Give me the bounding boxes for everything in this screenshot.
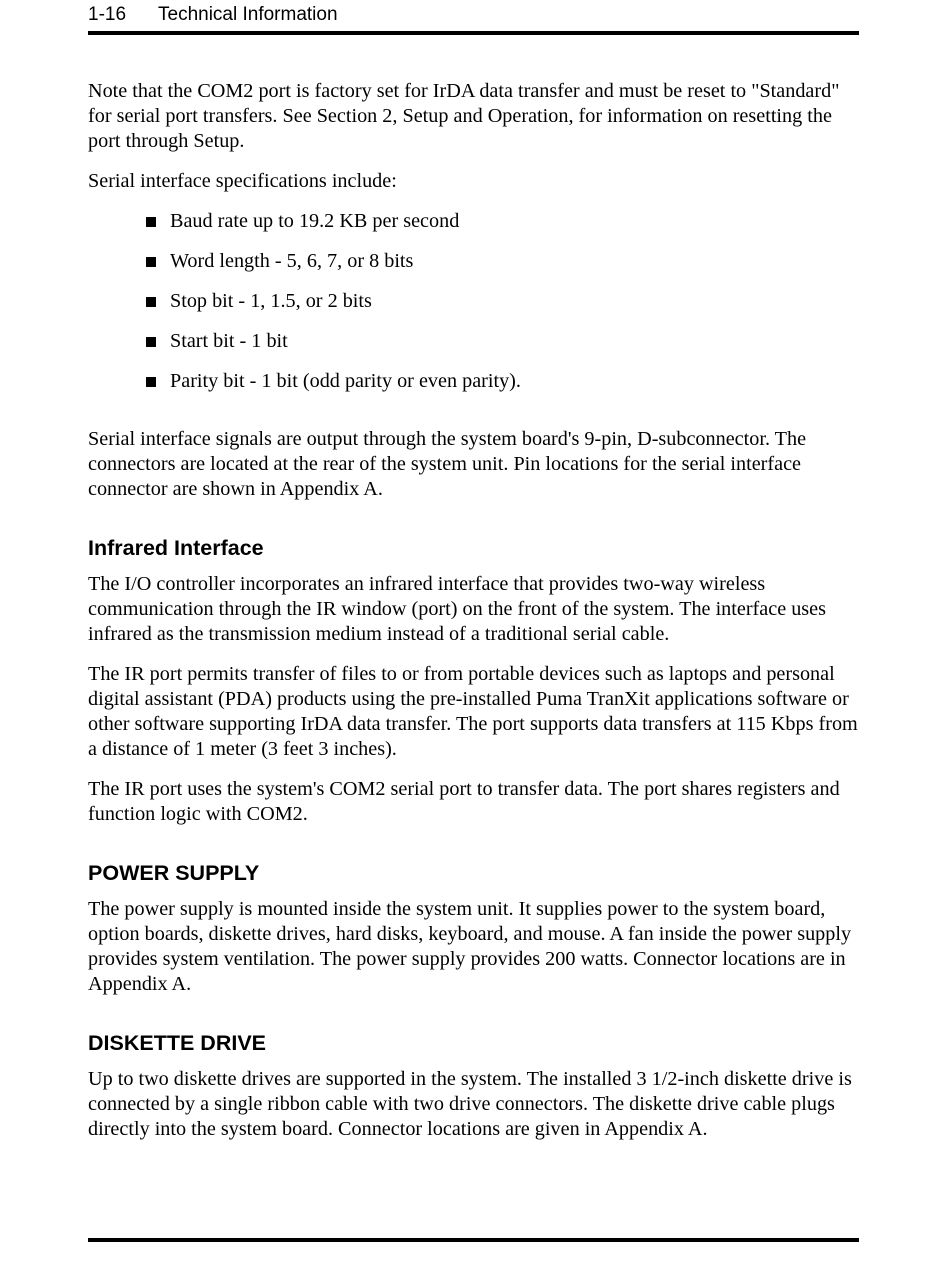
section-title: Technical Information (158, 4, 338, 25)
list-item (146, 209, 863, 234)
serial-spec-list (88, 209, 863, 394)
power-supply-paragraph: The power supply is mounted inside the system unit. It supplies power to the system board, option boards, diskette drives, hard disks, keyboard, and mouse. A fan inside the power supply provides system ventilation. The power supply provides 200 watts. Connector locations are in Appendix A. (88, 898, 852, 995)
square-bullet-icon (146, 297, 156, 307)
infrared-interface-heading: Infrared Interface (88, 536, 264, 560)
page-number: 1-16 (88, 4, 127, 25)
square-bullet-icon (146, 377, 156, 387)
list-item (146, 369, 863, 394)
footer-rule (88, 1238, 859, 1242)
power-supply-heading: POWER SUPPLY (88, 861, 260, 885)
list-item (146, 329, 863, 354)
square-bullet-icon (146, 217, 156, 227)
infrared-paragraph-2: The IR port permits transfer of files to or from portable devices such as laptops and personal digital assistant (PDA) products using the pre-installed Puma TranXit applications software or other software supporting IrDA data transfer. The port supports data transfers at 115 Kbps from a distance of 1 meter (3 feet 3 inches). (88, 663, 858, 760)
com2-note-paragraph: Note that the COM2 port is factory set for IrDA data transfer and must be reset to "Standard" for serial port transfers. See Section 2, Setup and Operation, for information on resetting the port through Setup. (88, 80, 840, 152)
list-item-text: Parity bit - 1 bit (odd parity or even parity). (170, 370, 521, 392)
diskette-drive-heading: DISKETTE DRIVE (88, 1031, 266, 1055)
list-item-text: Word length - 5, 6, 7, or 8 bits (170, 250, 414, 272)
list-item-text: Stop bit - 1, 1.5, or 2 bits (170, 290, 372, 312)
page-header (88, 3, 859, 31)
square-bullet-icon (146, 257, 156, 267)
header-rule (88, 31, 859, 35)
list-item-text: Start bit - 1 bit (170, 330, 288, 352)
infrared-paragraph-3: The IR port uses the system's COM2 serial port to transfer data. The port shares registers and function logic with COM2. (88, 778, 840, 825)
serial-spec-intro: Serial interface specifications include: (88, 170, 397, 192)
infrared-paragraph-1: The I/O controller incorporates an infrared interface that provides two-way wireless communication through the IR window (port) on the front of the system. The interface uses infrared as the transmission medium instead of a traditional serial cable. (88, 573, 826, 645)
serial-signals-paragraph: Serial interface signals are output through the system board's 9-pin, D-subconnector. The connectors are located at the rear of the system unit. Pin locations for the serial interface connector are shown in Appendix A. (88, 428, 807, 500)
square-bullet-icon (146, 337, 156, 347)
page-body (88, 79, 863, 1142)
list-item (146, 249, 863, 274)
diskette-drive-paragraph: Up to two diskette drives are supported in the system. The installed 3 1/2-inch diskette drive is connected by a single ribbon cable with two drive connectors. The diskette drive cable plugs directly into the system board. Connector locations are given in Appendix A. (88, 1068, 852, 1140)
list-item-text: Baud rate up to 19.2 KB per second (170, 210, 460, 232)
list-item (146, 289, 863, 314)
